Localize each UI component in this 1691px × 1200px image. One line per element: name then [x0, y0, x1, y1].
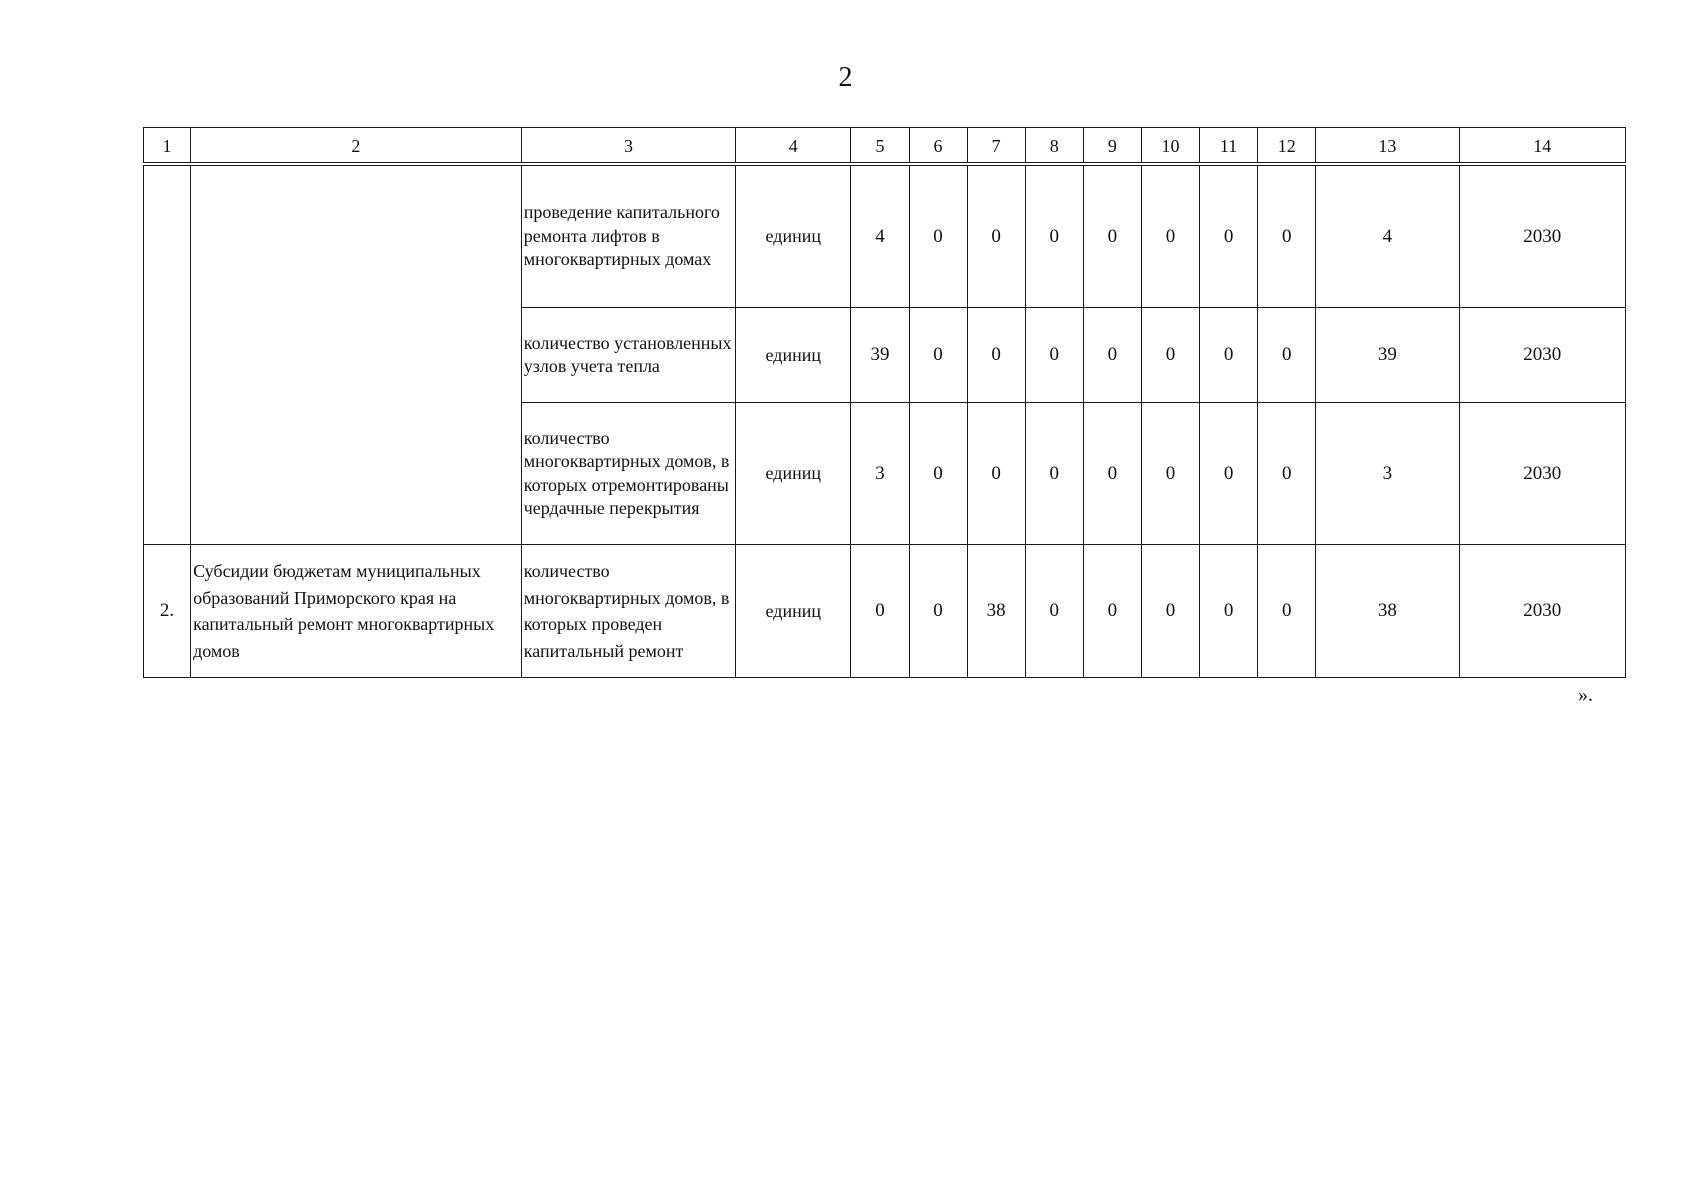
- indicators-table: [143, 127, 1626, 678]
- column-header: 10: [1141, 128, 1199, 165]
- value-cell: 0: [1083, 164, 1141, 308]
- value-cell: 39: [851, 308, 909, 403]
- total-cell: 38: [1316, 545, 1459, 678]
- column-header: 14: [1459, 128, 1625, 165]
- indicator-cell: количество установленных узлов учета тепла: [521, 308, 735, 403]
- value-cell: 0: [909, 308, 967, 403]
- table-row: [144, 545, 1626, 678]
- value-cell: 0: [1200, 308, 1258, 403]
- value-cell: 0: [1141, 164, 1199, 308]
- value-cell: 0: [1025, 545, 1083, 678]
- value-cell: 0: [909, 403, 967, 545]
- indicator-cell: количество многоквартирных домов, в которых отремонтированы чердачные перекрытия: [521, 403, 735, 545]
- total-cell: 3: [1316, 403, 1459, 545]
- value-cell: 0: [967, 164, 1025, 308]
- closing-quote-mark: ».: [1578, 684, 1593, 706]
- row-number-cell: [144, 164, 191, 545]
- column-header: 12: [1258, 128, 1316, 165]
- unit-cell: единиц: [736, 545, 851, 678]
- value-cell: 0: [1141, 403, 1199, 545]
- column-header: 4: [736, 128, 851, 165]
- value-cell: 0: [1025, 164, 1083, 308]
- program-name-cell: [191, 164, 522, 545]
- value-cell: 0: [1258, 308, 1316, 403]
- value-cell: 0: [1141, 545, 1199, 678]
- indicator-cell: проведение капитального ремонта лифтов в многоквартирных домах: [521, 164, 735, 308]
- value-cell: 0: [909, 164, 967, 308]
- value-cell: 0: [967, 308, 1025, 403]
- value-cell: 4: [851, 164, 909, 308]
- year-cell: 2030: [1459, 545, 1625, 678]
- page-number: 2: [838, 62, 853, 93]
- column-header: 5: [851, 128, 909, 165]
- value-cell: 0: [1083, 545, 1141, 678]
- total-cell: 39: [1316, 308, 1459, 403]
- column-header: 1: [144, 128, 191, 165]
- unit-cell: единиц: [736, 164, 851, 308]
- column-header: 11: [1200, 128, 1258, 165]
- value-cell: 0: [1258, 164, 1316, 308]
- value-cell: 0: [1200, 164, 1258, 308]
- value-cell: 0: [1258, 545, 1316, 678]
- column-header: 7: [967, 128, 1025, 165]
- column-header: 13: [1316, 128, 1459, 165]
- column-header: 2: [191, 128, 522, 165]
- value-cell: 0: [1025, 308, 1083, 403]
- value-cell: 0: [967, 403, 1025, 545]
- unit-cell: единиц: [736, 403, 851, 545]
- table-header-row: [144, 128, 1626, 165]
- value-cell: 0: [851, 545, 909, 678]
- value-cell: 38: [967, 545, 1025, 678]
- value-cell: 0: [1141, 308, 1199, 403]
- value-cell: 0: [909, 545, 967, 678]
- row-number-cell: 2.: [144, 545, 191, 678]
- year-cell: 2030: [1459, 403, 1625, 545]
- column-header: 3: [521, 128, 735, 165]
- column-header: 9: [1083, 128, 1141, 165]
- unit-cell: единиц: [736, 308, 851, 403]
- column-header: 6: [909, 128, 967, 165]
- year-cell: 2030: [1459, 308, 1625, 403]
- value-cell: 0: [1025, 403, 1083, 545]
- value-cell: 0: [1200, 403, 1258, 545]
- indicator-cell: количество многоквартирных домов, в которых проведен капитальный ремонт: [521, 545, 735, 678]
- table-row: [144, 164, 1626, 308]
- value-cell: 0: [1083, 308, 1141, 403]
- value-cell: 0: [1083, 403, 1141, 545]
- value-cell: 0: [1258, 403, 1316, 545]
- value-cell: 3: [851, 403, 909, 545]
- program-name-cell: Субсидии бюджетам муниципальных образований Приморского края на капитальный ремонт многоквартирных домов: [191, 545, 522, 678]
- year-cell: 2030: [1459, 164, 1625, 308]
- column-header: 8: [1025, 128, 1083, 165]
- total-cell: 4: [1316, 164, 1459, 308]
- value-cell: 0: [1200, 545, 1258, 678]
